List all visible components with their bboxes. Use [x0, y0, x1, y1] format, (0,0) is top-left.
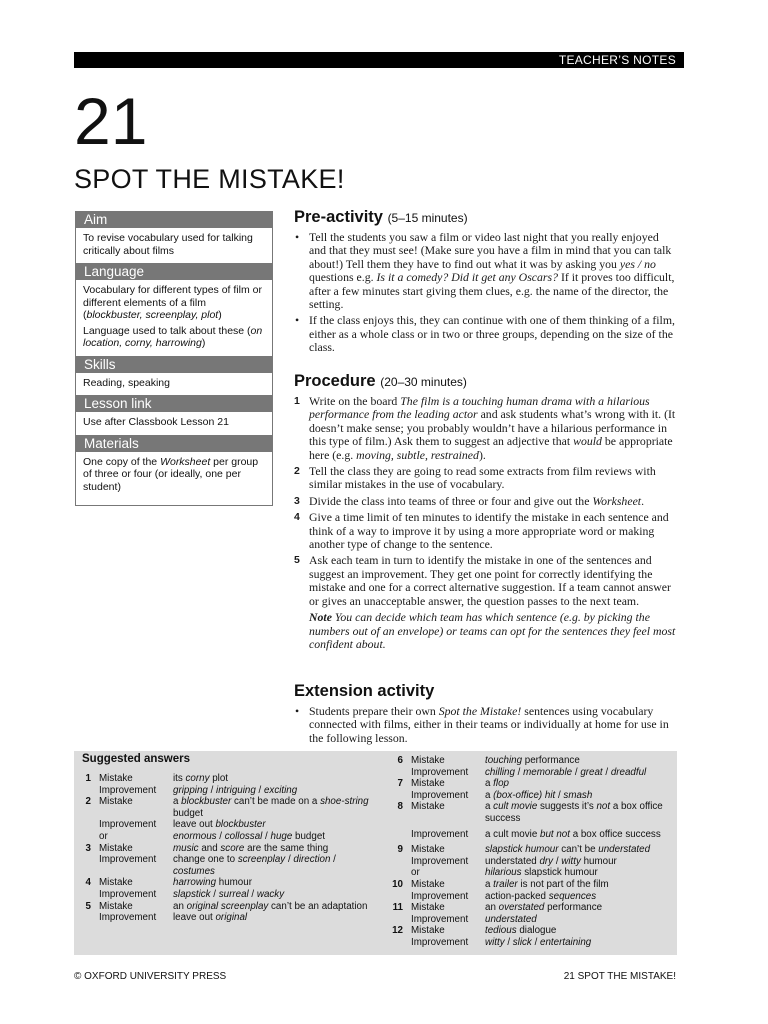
answer-row: 10 Mistake a trailer is not part of the film — [392, 878, 609, 890]
procedure-section — [294, 372, 678, 651]
answer-row: 8 Mistake a cult movie suggests it’s not a box office success — [397, 801, 663, 824]
procedure-step: 4 Give a time limit of ten minutes to identify the mistake in each sentence and think of a way to improve it by using a more appropriate word or making another type of change to the sentence. — [294, 510, 669, 552]
answer-row: Improvement a cult movie but not a box office success — [411, 828, 661, 840]
answer-row: 7 Mistake a flop — [397, 778, 509, 790]
procedure-step: 2 Tell the class they are going to read some extracts from film reviews with similar mistakes in the use of vocabulary. — [294, 464, 656, 492]
answer-row: Improvement leave out blockbuster — [99, 819, 266, 831]
answer-row: 5 Mistake an original screenplay can’t be an adaptation — [85, 900, 368, 912]
materials-heading: Materials — [76, 435, 272, 452]
extension-heading: Extension activity — [294, 682, 435, 700]
answer-row: Improvement action-packed sequences — [411, 890, 597, 902]
answer-row: 12 Mistake tedious dialogue — [392, 925, 557, 937]
answer-row: Improvement leave out original — [99, 912, 248, 924]
suggested-answers-box — [74, 751, 677, 955]
answer-row: Improvement slapstick / surreal / wacky — [99, 888, 285, 900]
answer-row: Improvement a (box-office) hit / smash — [411, 789, 593, 801]
aim-heading: Aim — [76, 211, 272, 228]
lesson-link-heading: Lesson link — [76, 395, 272, 412]
skills-heading: Skills — [76, 356, 272, 373]
answer-row: Improvement gripping / intriguing / exciting — [99, 784, 298, 796]
answers-right-column — [392, 755, 672, 949]
pre-activity-section — [294, 208, 678, 358]
answer-row: Improvement understated dry / witty humour — [411, 855, 617, 867]
answer-row: 1 Mistake its corny plot — [85, 773, 229, 784]
answer-row: 9 Mistake slapstick humour can’t be understated — [397, 844, 651, 856]
answer-row: Improvement witty / slick / entertaining — [411, 936, 592, 948]
info-sidebar — [75, 211, 273, 506]
answer-row: 2 Mistake a blockbuster can’t be made on a shoe-string budget — [85, 796, 369, 819]
answer-row: or enormous / collossal / huge budget — [99, 830, 325, 842]
answers-left-column — [80, 773, 370, 924]
language-text: Vocabulary for different types of film or different elements of a film (blockbuster, screenplay, plot) Language used to talk about these (on location, corny, harrowing) — [83, 284, 263, 349]
pre-activity-heading: Pre-activity (5–15 minutes) — [294, 208, 468, 226]
pre-activity-bullet: • If the class enjoys this, they can continue with one of them thinking of a film, either as a whole class or in two or three groups, depending on the size of the class. — [294, 314, 678, 354]
copyright-footer: © OXFORD UNIVERSITY PRESS — [74, 971, 227, 982]
page-title: SPOT THE MISTAKE! — [74, 164, 345, 194]
answer-row: 4 Mistake harrowing humour — [85, 877, 252, 889]
page-footer-title: 21 SPOT THE MISTAKE! — [563, 971, 676, 982]
answer-row: Improvement chilling / memorable / great / dreadful — [411, 766, 647, 778]
answer-row: Improvement understated — [411, 913, 537, 925]
language-heading: Language — [76, 263, 272, 280]
lesson-link-text: Use after Classbook Lesson 21 — [83, 416, 229, 428]
procedure-heading: Procedure (20–30 minutes) — [294, 372, 467, 390]
answer-row: 3 Mistake music and score are the same thing — [85, 842, 329, 854]
extension-section — [294, 682, 678, 748]
answer-row: 11 Mistake an overstated performance — [392, 902, 603, 914]
suggested-answers-heading: Suggested answers — [82, 753, 191, 765]
answer-row: Improvement change one to screenplay / direction / costumes — [99, 854, 336, 877]
unit-number: 21 — [74, 84, 148, 158]
procedure-step: 5 Ask each team in turn to identify the mistake in one of the sentences and suggest an improvement. They get one point for correctly identifying the mistake and one for a correct alternative suggestion. If a team cannot answer or gives an unacceptable answer, the question passes to the next team. — [294, 553, 671, 608]
skills-text: Reading, speaking — [83, 376, 170, 389]
extension-bullet: • Students prepare their own Spot the Mistake! sentences using vocabulary connected with films, either in their teams or individually at home for use in the following lesson. — [294, 705, 678, 745]
pre-activity-bullet: • Tell the students you saw a film or video last night that you really enjoyed and that they must see! (Make sure you have a film in mind that you can talk about!) Tell them they have to find out what it was by asking you yes / no questions e.g. Is it a comedy? Did it get any Oscars? If it proves too difficult, after a few minutes start giving them clues, e.g. the name of the director, the setting. — [294, 231, 678, 311]
answer-row: 6 Mistake touching performance — [397, 755, 580, 766]
procedure-note: Note You can decide which team has which sentence (e.g. by picking the numbers out of an envelope) or teams can opt for the sentences they feel most confident about. — [309, 610, 676, 651]
answer-row: or hilarious slapstick humour — [411, 867, 598, 879]
materials-text: One copy of the Worksheet per group of three or four (or ideally, one per student) — [83, 455, 259, 493]
procedure-step: 1 Write on the board The film is a touching human drama with a hilarious performance from the leading actor and ask students what’s wrong with it. (It doesn’t make sense; you probably wouldn’t have a hilarious performance in this type of film.) Ask them to suggest an adjective that would be appropriate here (e.g. moving, subtle, restrained). — [294, 394, 676, 462]
procedure-step: 3 Divide the class into teams of three or four and give out the Worksheet. — [294, 493, 645, 508]
aim-text: To revise vocabulary used for talking critically about films — [83, 232, 253, 257]
teachers-notes-header: TEACHER’S NOTES — [74, 52, 684, 68]
